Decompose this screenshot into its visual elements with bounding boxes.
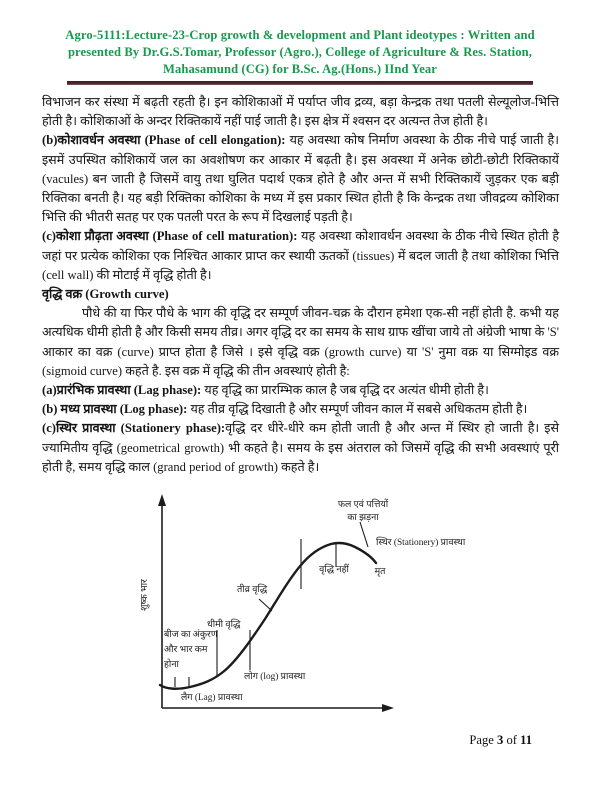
paragraph-lead: (c)स्थिर प्रावस्था (Stationery phase): bbox=[42, 421, 226, 436]
lag-phase-label: लैग (Lag) प्रावस्था bbox=[181, 693, 243, 703]
growth-curve-sketch bbox=[133, 487, 518, 737]
stationary-phase-label: स्थिर (Stationery) प्रावस्था bbox=[376, 538, 466, 548]
paragraph-text: वृद्धि दर धीरे-धीरे कम होती जाती है और अन्त में स्थिर हो जाती है। इसे ज्यामितीय वृद्धि (geometrical growth) भी कहते है। समय के इस अंतराल को जिसमें वृद्धि की सभी अवस्थाएं पूरी होती है, समय वृद्धि काल (grand period of growth) कहते है। bbox=[42, 421, 559, 474]
page-number-of: of bbox=[506, 733, 517, 747]
growth-curve-figure bbox=[133, 487, 518, 737]
page-number bbox=[469, 733, 532, 748]
paragraph-text: यह अवस्था कोशावर्धन अवस्था के ठीक नीचे स्थित होती है जहां पर प्रत्येक कोशिका एक निश्चित आकार प्राप्त कर स्थायी ऊतकों (tissues) में बदल जाती है तथा कोशिका भित्ति (cell wall) की मोटाई में वृद्धि होती है। bbox=[42, 229, 560, 282]
no-growth-label: वृद्धि नहीं bbox=[319, 565, 349, 575]
fruit-fall-label-line2: का झड़ना bbox=[347, 513, 379, 523]
paragraph-cell-maturation bbox=[42, 227, 559, 285]
paragraph-text: यह अवस्था कोष निर्माण अवस्था के ठीक नीचे पाई जाती है। इसमें उपस्थित कोशिकायें जल का अवशोषण कर आकार में बढ़ती है। इस अवस्था में अनेक छोटी-छोटी रिक्तिकायें (vacules) बन जाती है जिसमें वायु तथा घुलित पदार्थ एकत्र होते है और अन्त में सभी रिक्तिकायें जुड़कर एक बड़ी रिक्तिका बनती है। यह बड़ी रिक्तिका कोशिका के मध्य में इस प्रकार स्थित होती है कि केन्द्रक तथा जीवद्रव्य कोशिका भित्ति की भीतरी सतह पर एक पतली परत के रूप में दिखलाई पड़ती है। bbox=[42, 133, 559, 225]
fruit-fall-label-line1: फल एवं पत्तियों bbox=[337, 500, 389, 510]
x-axis-arrow-icon bbox=[382, 704, 394, 712]
document-body bbox=[42, 93, 559, 477]
paragraph-lag-phase bbox=[42, 381, 559, 400]
paragraph-lead: (b) मध्य प्रावस्था (Log phase): bbox=[42, 402, 188, 417]
seed-germination-label-line2: और भार कम bbox=[164, 645, 208, 655]
rapid-growth-label: तीव्र वृद्धि bbox=[237, 585, 268, 595]
lecture-title: Agro-5111:Lecture-23-Crop growth & development and Plant ideotypes : Written and presented By Dr.G.S.Tomar, Professor (Agro.), College of Agriculture & Res. Station, Mahasamund (CG) for B.Sc. Ag.(Hons.) IInd Year bbox=[65, 28, 535, 76]
slow-growth-label: धीमी वृद्धि bbox=[207, 620, 241, 630]
paragraph-text: पौधे की या फिर पौधे के भाग की वृद्धि दर सम्पूर्ण जीवन-चक्र के दौरान हमेशा एक-सी नहीं होती है. कभी यह अत्यधिक धीमी होती है और किसी समय तीव्र। अगर वृद्धि दर का समय के साथ ग्राफ खींचा जाये तो अंग्रेजी भाषा के 'S' आकार का वक्र (curve) प्राप्त होता है जिसे । इसे वृद्धि वक्र (growth curve) या 'S' नुमा वक्र या सिग्मोइड वक्र (sigmoid curve) कहते है. इस वक्र में वृद्धि की तीन अवस्थाएं होती है: bbox=[42, 306, 559, 378]
paragraph-cell-elongation bbox=[42, 131, 559, 227]
paragraph-log-phase bbox=[42, 400, 559, 419]
page-number-total: 11 bbox=[520, 733, 532, 747]
seed-germination-label-line1: बीज का अंकुरण bbox=[164, 630, 218, 640]
dead-label: मृत bbox=[374, 567, 386, 577]
paragraph-lead: (a)प्रारंभिक प्रावस्था (Lag phase): bbox=[42, 383, 202, 398]
paragraph-text: यह तीव्र वृद्धि दिखाती है और सम्पूर्ण जीवन काल में सबसे अधिकतम होती है। bbox=[187, 402, 528, 417]
rapid-growth-pointer bbox=[259, 599, 272, 611]
header-divider bbox=[67, 81, 533, 85]
paragraph-lead: (c)कोशा प्रौढ़ता अवस्था (Phase of cell maturation): bbox=[42, 229, 298, 244]
growth-curve-heading: वृद्धि वक्र (Growth curve) bbox=[42, 287, 169, 302]
paragraph-growth-curve bbox=[42, 304, 559, 381]
paragraph-cell-division bbox=[42, 93, 559, 131]
y-axis-label: शुष्क भार bbox=[140, 579, 150, 611]
fruit-fall-pointer bbox=[360, 522, 368, 547]
page-number-current: 3 bbox=[496, 733, 504, 747]
page-number-prefix: Page bbox=[469, 733, 494, 747]
y-axis-arrow-icon bbox=[158, 494, 166, 506]
paragraph-stationary-phase bbox=[42, 419, 559, 477]
seed-germination-label-line3: होना bbox=[164, 660, 179, 670]
paragraph-text: यह वृद्धि का प्रारम्भिक काल है जब वृद्धि दर अत्यंत धीमी होती है। bbox=[201, 383, 489, 398]
paragraph-lead: (b)कोशावर्धन अवस्था (Phase of cell elongation): bbox=[42, 133, 286, 148]
paragraph-text: विभाजन कर संस्था में बढ़ती रहती है। इन कोशिकाओं में पर्याप्त जीव द्रव्य, बड़ा केन्द्रक तथा पतली सेल्यूलोज-भित्ति होती है। कोशिकाओं के अन्दर रिक्तिकायें नहीं पाई जाती है। इस क्षेत्र में श्वसन दर अत्यन्त तेज होती है। bbox=[42, 95, 559, 129]
log-phase-label: लोग (log) प्रावस्था bbox=[244, 672, 306, 682]
